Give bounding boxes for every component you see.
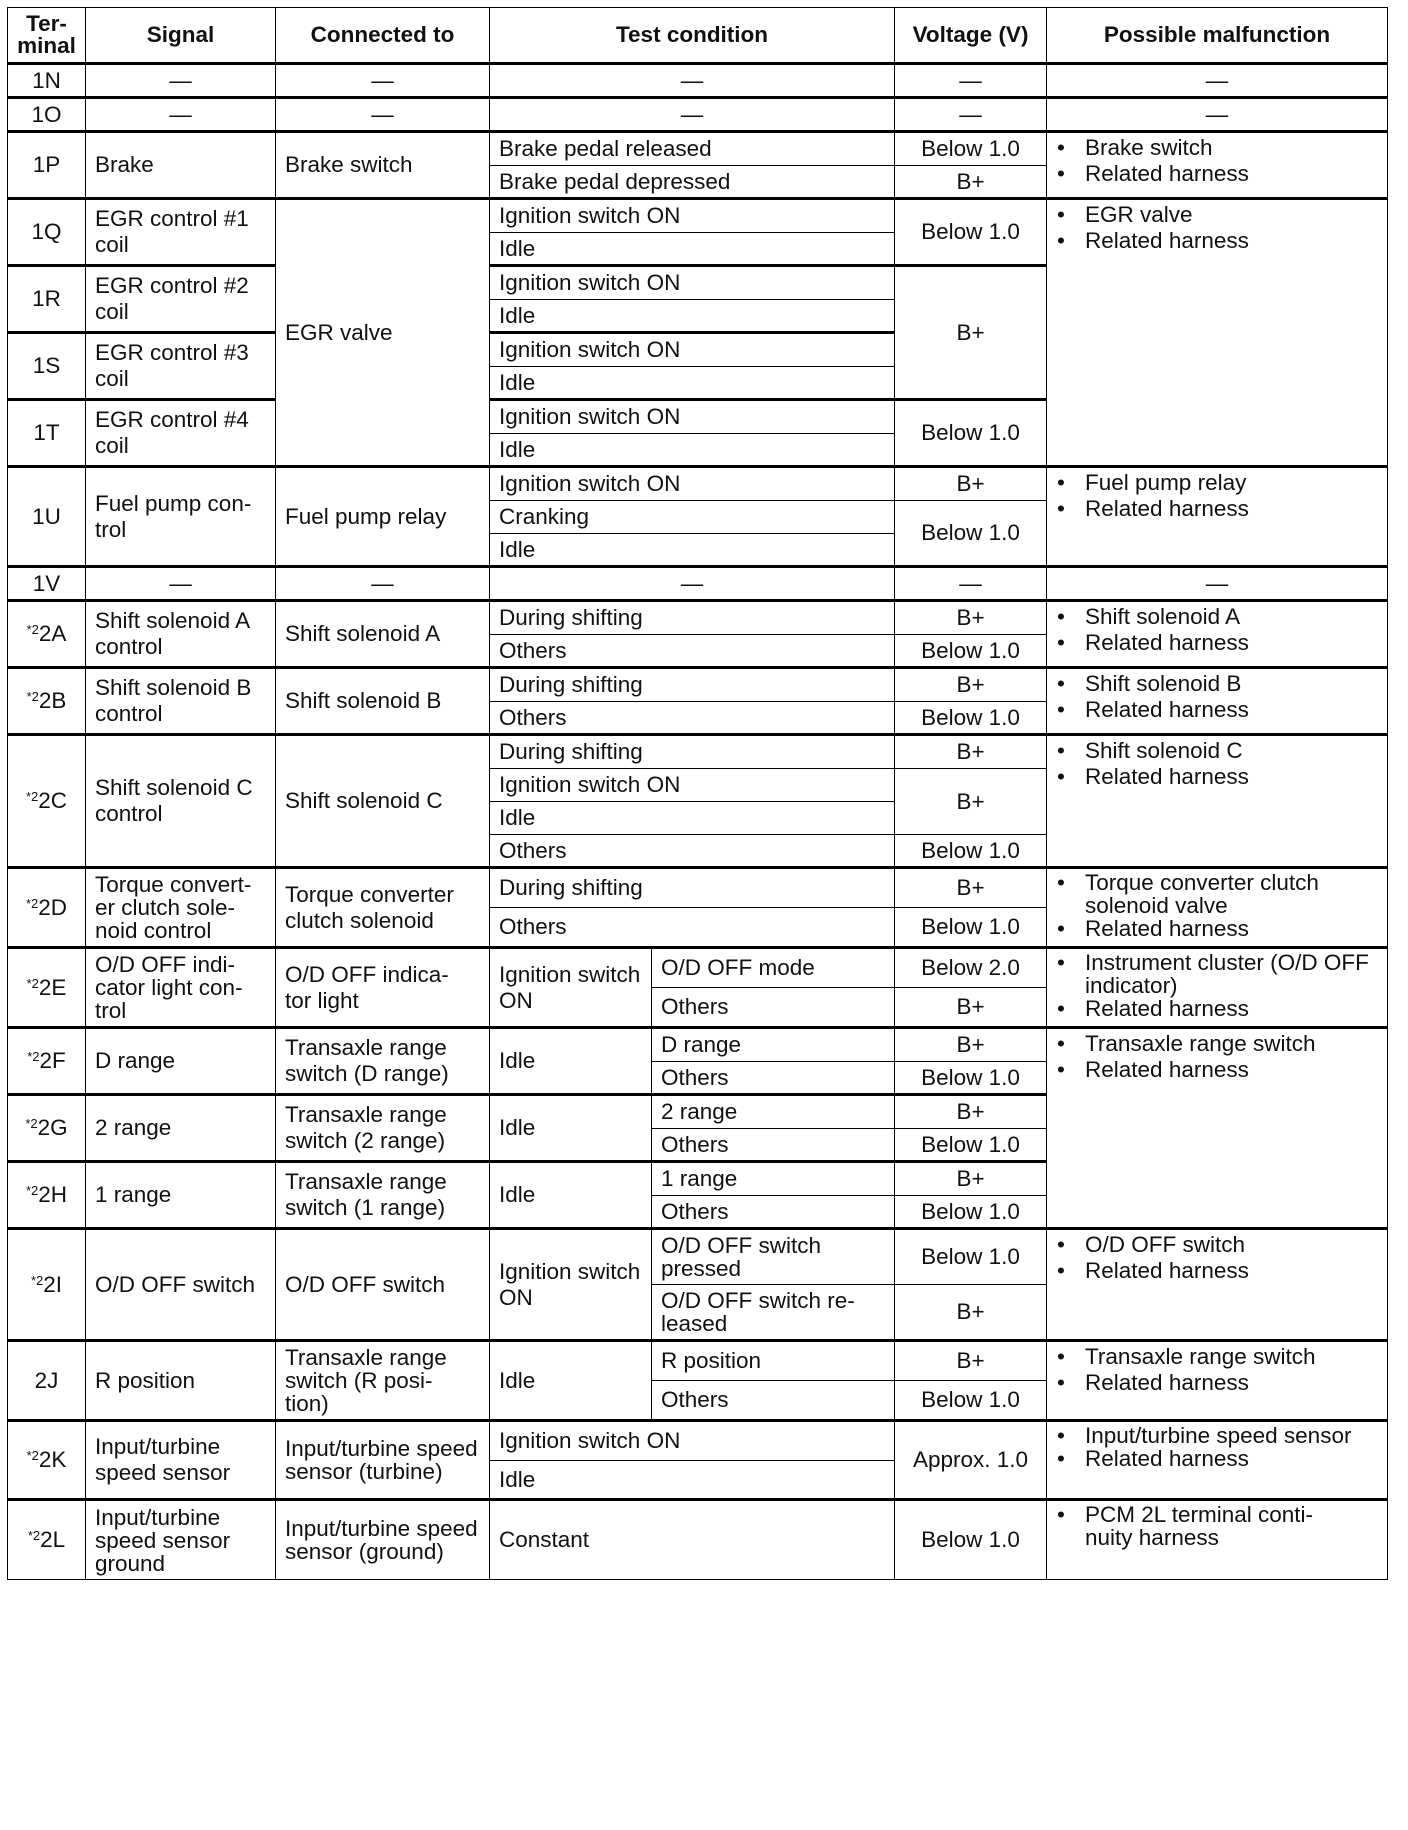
voltage-cell: Below 1.0 xyxy=(895,199,1047,266)
test-condition-cell: Others xyxy=(490,908,895,948)
test-condition-main-cell: Idle xyxy=(490,1341,652,1421)
terminal-cell: 1T xyxy=(8,400,86,467)
voltage-cell: Below 1.0 xyxy=(895,400,1047,467)
test-condition-cell: During shifting xyxy=(490,868,895,908)
malfunction-item: • Fuel pump relay xyxy=(1053,470,1378,496)
malfunction-item: • Related harness xyxy=(1053,764,1378,790)
header-voltage: Voltage (V) xyxy=(895,8,1047,64)
malfunction-cell xyxy=(1047,948,1388,1028)
malfunction-item: • Brake switch xyxy=(1053,135,1378,161)
footnote-marker: *2 xyxy=(26,622,39,637)
test-condition-cell: During shifting xyxy=(490,668,895,702)
voltage-cell: Below 1.0 xyxy=(895,1381,1047,1421)
connected-to-cell: Transaxle range switch (1 range) xyxy=(276,1162,490,1229)
terminal-cell: $^{*2}$2C xyxy=(8,735,86,868)
terminal-cell: $^{*2}$2G xyxy=(8,1095,86,1162)
signal-cell: Fuel pump con- trol xyxy=(86,467,276,567)
table-row xyxy=(8,668,1388,702)
test-condition-cell: Others xyxy=(652,1196,895,1229)
voltage-cell: B+ xyxy=(895,868,1047,908)
terminal-cell: 1P xyxy=(8,132,86,199)
signal-cell: Shift solenoid A control xyxy=(86,601,276,668)
table-row xyxy=(8,1500,1388,1580)
table-row xyxy=(8,64,1388,98)
test-condition-cell: Idle xyxy=(490,1461,895,1500)
malfunction-item: • Transaxle range switch xyxy=(1053,1344,1378,1370)
connected-to-cell: Torque converter clutch solenoid xyxy=(276,868,490,948)
footnote-marker: *2 xyxy=(26,689,39,704)
footnote-marker: *2 xyxy=(26,1448,39,1463)
connected-to-cell: — xyxy=(276,567,490,601)
terminal-cell: 1U xyxy=(8,467,86,567)
test-condition-cell: Others xyxy=(490,702,895,735)
test-condition-cell: Idle xyxy=(490,233,895,266)
terminal-voltage-table xyxy=(7,7,1388,1580)
test-condition-cell: Idle xyxy=(490,300,895,333)
malfunction-item: • Related harness xyxy=(1053,496,1378,522)
test-condition-cell: D range xyxy=(652,1028,895,1062)
test-condition-cell: Ignition switch ON xyxy=(490,266,895,300)
voltage-cell: — xyxy=(895,98,1047,132)
signal-cell: EGR control #2 coil xyxy=(86,266,276,333)
terminal-cell: $^{*2}$2I xyxy=(8,1229,86,1341)
footnote-marker: *2 xyxy=(26,975,39,991)
malfunction-item: • Related harness xyxy=(1053,1370,1378,1396)
malfunction-cell: — xyxy=(1047,64,1388,98)
table-row xyxy=(8,948,1388,988)
malfunction-item: • Shift solenoid C xyxy=(1053,738,1378,764)
connected-to-cell: Input/turbine speed sensor (turbine) xyxy=(276,1421,490,1500)
table-row xyxy=(8,1028,1388,1062)
test-condition-main-cell: Idle xyxy=(490,1028,652,1095)
test-condition-cell: Idle xyxy=(490,802,895,835)
terminal-cell: $^{*2}$2B xyxy=(8,668,86,735)
connected-to-cell: — xyxy=(276,64,490,98)
footnote-marker: *2 xyxy=(25,895,39,911)
voltage-cell: B+ xyxy=(895,601,1047,635)
connected-to-cell: Shift solenoid B xyxy=(276,668,490,735)
terminal-cell: 2J xyxy=(8,1341,86,1421)
terminal-cell: 1S xyxy=(8,333,86,400)
connected-to-cell: Shift solenoid A xyxy=(276,601,490,668)
signal-cell: O/D OFF switch xyxy=(86,1229,276,1341)
malfunction-item: • Related harness xyxy=(1053,917,1378,940)
signal-cell: Torque convert- er clutch sole- noid control xyxy=(86,868,276,948)
test-condition-main-cell: Idle xyxy=(490,1162,652,1229)
table-row xyxy=(8,467,1388,501)
table-row xyxy=(8,601,1388,635)
voltage-cell: B+ xyxy=(895,166,1047,199)
voltage-cell: Below 1.0 xyxy=(895,1500,1047,1580)
signal-cell: 1 range xyxy=(86,1162,276,1229)
terminal-cell: $^{*2}$2A xyxy=(8,601,86,668)
terminal-cell: 1Q xyxy=(8,199,86,266)
test-condition-cell: Ignition switch ON xyxy=(490,467,895,501)
test-condition-cell: Others xyxy=(490,635,895,668)
malfunction-cell xyxy=(1047,1229,1388,1341)
test-condition-cell: Ignition switch ON xyxy=(490,400,895,434)
test-condition-main-cell: Ignition switch ON xyxy=(490,948,652,1028)
voltage-cell: Below 1.0 xyxy=(895,908,1047,948)
voltage-cell: Below 1.0 xyxy=(895,835,1047,868)
terminal-voltage-table-sheet xyxy=(7,7,1387,1822)
malfunction-cell xyxy=(1047,601,1388,668)
test-condition-cell: During shifting xyxy=(490,735,895,769)
test-condition-cell: O/D OFF mode xyxy=(652,948,895,988)
signal-cell: O/D OFF indi- cator light con- trol xyxy=(86,948,276,1028)
terminal-cell: $^{*2}$2E xyxy=(8,948,86,1028)
malfunction-cell xyxy=(1047,868,1388,948)
terminal-cell: 1N xyxy=(8,64,86,98)
terminal-cell: $^{*2}$2L xyxy=(8,1500,86,1580)
malfunction-item: • Torque converter clutch solenoid valve xyxy=(1053,871,1378,917)
footnote-marker: *2 xyxy=(25,789,39,804)
voltage-cell: Below 1.0 xyxy=(895,1229,1047,1285)
signal-cell: Input/turbine speed sensor xyxy=(86,1421,276,1500)
test-condition-cell: Others xyxy=(652,1129,895,1162)
malfunction-item: • Related harness xyxy=(1053,1447,1378,1470)
malfunction-cell xyxy=(1047,1421,1388,1500)
table-row xyxy=(8,98,1388,132)
voltage-cell: — xyxy=(895,567,1047,601)
table-row xyxy=(8,132,1388,166)
malfunction-item: • O/D OFF switch xyxy=(1053,1232,1378,1258)
signal-cell: — xyxy=(86,64,276,98)
voltage-cell: B+ xyxy=(895,1285,1047,1341)
test-condition-cell: Others xyxy=(652,1062,895,1095)
malfunction-item: • Related harness xyxy=(1053,161,1378,187)
test-condition-cell: Constant xyxy=(490,1500,895,1580)
voltage-cell: Below 1.0 xyxy=(895,635,1047,668)
voltage-cell: B+ xyxy=(895,467,1047,501)
malfunction-item: • Instrument cluster (O/D OFF indicator) xyxy=(1053,951,1378,997)
malfunction-item: • PCM 2L terminal conti- nuity harness xyxy=(1053,1503,1378,1549)
terminal-cell: 1R xyxy=(8,266,86,333)
voltage-cell: B+ xyxy=(895,1095,1047,1129)
malfunction-cell: — xyxy=(1047,98,1388,132)
header-possible-malfunction: Possible malfunction xyxy=(1047,8,1388,64)
header-signal: Signal xyxy=(86,8,276,64)
signal-cell: Brake xyxy=(86,132,276,199)
signal-cell: Input/turbine speed sensor ground xyxy=(86,1500,276,1580)
connected-to-cell: Transaxle range switch (R posi- tion) xyxy=(276,1341,490,1421)
test-condition-cell: Ignition switch ON xyxy=(490,199,895,233)
signal-cell: EGR control #3 coil xyxy=(86,333,276,400)
malfunction-item: • Transaxle range switch xyxy=(1053,1031,1378,1057)
connected-to-cell: Transaxle range switch (2 range) xyxy=(276,1095,490,1162)
malfunction-item: • Related harness xyxy=(1053,697,1378,723)
connected-to-cell: Input/turbine speed sensor (ground) xyxy=(276,1500,490,1580)
test-condition-cell: Brake pedal released xyxy=(490,132,895,166)
signal-cell: Shift solenoid C control xyxy=(86,735,276,868)
test-condition-main-cell: Ignition switch ON xyxy=(490,1229,652,1341)
malfunction-item: • EGR valve xyxy=(1053,202,1378,228)
signal-cell: R position xyxy=(86,1341,276,1421)
connected-to-cell: — xyxy=(276,98,490,132)
voltage-cell: Below 1.0 xyxy=(895,702,1047,735)
connected-to-cell: Brake switch xyxy=(276,132,490,199)
voltage-cell: B+ xyxy=(895,1028,1047,1062)
connected-to-cell: Transaxle range switch (D range) xyxy=(276,1028,490,1095)
malfunction-cell: — xyxy=(1047,567,1388,601)
voltage-cell: Below 2.0 xyxy=(895,948,1047,988)
malfunction-cell xyxy=(1047,1500,1388,1580)
terminal-cell: $^{*2}$2K xyxy=(8,1421,86,1500)
malfunction-cell xyxy=(1047,1028,1388,1229)
connected-to-cell: O/D OFF switch xyxy=(276,1229,490,1341)
voltage-cell: B+ xyxy=(895,735,1047,769)
test-condition-cell: Ignition switch ON xyxy=(490,769,895,802)
table-row xyxy=(8,735,1388,769)
connected-to-cell: Fuel pump relay xyxy=(276,467,490,567)
voltage-cell: Below 1.0 xyxy=(895,132,1047,166)
voltage-cell: Below 1.0 xyxy=(895,501,1047,567)
test-condition-cell: — xyxy=(490,567,895,601)
test-condition-cell: Cranking xyxy=(490,501,895,534)
malfunction-cell xyxy=(1047,668,1388,735)
terminal-cell: $^{*2}$2F xyxy=(8,1028,86,1095)
malfunction-cell xyxy=(1047,1341,1388,1421)
terminal-cell: 1O xyxy=(8,98,86,132)
test-condition-cell: Ignition switch ON xyxy=(490,1421,895,1461)
voltage-cell: B+ xyxy=(895,1341,1047,1381)
voltage-cell: Approx. 1.0 xyxy=(895,1421,1047,1500)
voltage-cell: B+ xyxy=(895,266,1047,400)
test-condition-cell: — xyxy=(490,98,895,132)
test-condition-cell: O/D OFF switch pressed xyxy=(652,1229,895,1285)
table-row xyxy=(8,199,1388,233)
test-condition-cell: Ignition switch ON xyxy=(490,333,895,367)
voltage-cell: B+ xyxy=(895,988,1047,1028)
malfunction-item: • Related harness xyxy=(1053,630,1378,656)
test-condition-cell: R position xyxy=(652,1341,895,1381)
voltage-cell: Below 1.0 xyxy=(895,1062,1047,1095)
test-condition-cell: Others xyxy=(490,835,895,868)
voltage-cell: Below 1.0 xyxy=(895,1196,1047,1229)
test-condition-cell: Others xyxy=(652,1381,895,1421)
malfunction-item: • Input/turbine speed sensor xyxy=(1053,1424,1378,1447)
terminal-cell: $^{*2}$2H xyxy=(8,1162,86,1229)
test-condition-main-cell: Idle xyxy=(490,1095,652,1162)
terminal-cell: 1V xyxy=(8,567,86,601)
test-condition-cell: 1 range xyxy=(652,1162,895,1196)
table-row xyxy=(8,1421,1388,1461)
malfunction-cell xyxy=(1047,467,1388,567)
signal-cell: — xyxy=(86,567,276,601)
footnote-marker: *2 xyxy=(30,1272,44,1288)
footnote-marker: *2 xyxy=(25,1183,39,1198)
voltage-cell: B+ xyxy=(895,668,1047,702)
header-terminal: Ter- minal xyxy=(8,8,86,64)
signal-cell: — xyxy=(86,98,276,132)
malfunction-cell xyxy=(1047,132,1388,199)
malfunction-item: • Related harness xyxy=(1053,997,1378,1020)
terminal-cell: $^{*2}$2D xyxy=(8,868,86,948)
malfunction-cell xyxy=(1047,735,1388,868)
signal-cell: Shift solenoid B control xyxy=(86,668,276,735)
voltage-cell: Below 1.0 xyxy=(895,1129,1047,1162)
test-condition-cell: Idle xyxy=(490,434,895,467)
connected-to-cell: Shift solenoid C xyxy=(276,735,490,868)
signal-cell: EGR control #1 coil xyxy=(86,199,276,266)
test-condition-cell: Idle xyxy=(490,534,895,567)
test-condition-cell: During shifting xyxy=(490,601,895,635)
malfunction-cell xyxy=(1047,199,1388,467)
test-condition-cell: O/D OFF switch re- leased xyxy=(652,1285,895,1341)
voltage-cell: B+ xyxy=(895,1162,1047,1196)
header-connected-to: Connected to xyxy=(276,8,490,64)
malfunction-item: • Shift solenoid A xyxy=(1053,604,1378,630)
header-row xyxy=(8,8,1388,64)
table-row xyxy=(8,868,1388,908)
signal-cell: D range xyxy=(86,1028,276,1095)
connected-to-cell: EGR valve xyxy=(276,199,490,467)
malfunction-item: • Related harness xyxy=(1053,1057,1378,1083)
header-test-condition: Test condition xyxy=(490,8,895,64)
voltage-cell: B+ xyxy=(895,769,1047,835)
footnote-marker: *2 xyxy=(27,1049,40,1064)
table-row xyxy=(8,1229,1388,1285)
test-condition-cell: Others xyxy=(652,988,895,1028)
table-row xyxy=(8,1341,1388,1381)
footnote-marker: *2 xyxy=(27,1528,41,1543)
voltage-cell: — xyxy=(895,64,1047,98)
malfunction-item: • Related harness xyxy=(1053,1258,1378,1284)
footnote-marker: *2 xyxy=(25,1116,38,1131)
test-condition-cell: Brake pedal depressed xyxy=(490,166,895,199)
signal-cell: 2 range xyxy=(86,1095,276,1162)
test-condition-cell: Idle xyxy=(490,367,895,400)
malfunction-item: • Related harness xyxy=(1053,228,1378,254)
test-condition-cell: 2 range xyxy=(652,1095,895,1129)
table-row xyxy=(8,567,1388,601)
connected-to-cell: O/D OFF indica- tor light xyxy=(276,948,490,1028)
malfunction-item: • Shift solenoid B xyxy=(1053,671,1378,697)
signal-cell: EGR control #4 coil xyxy=(86,400,276,467)
test-condition-cell: — xyxy=(490,64,895,98)
